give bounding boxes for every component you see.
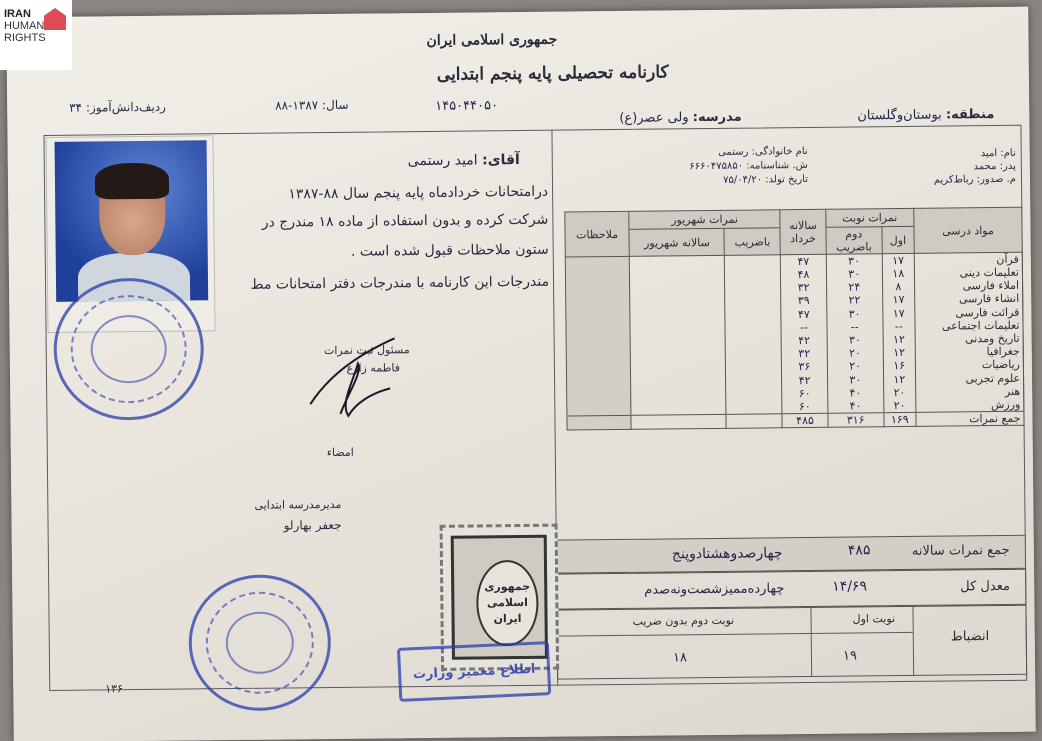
- subject-cell: تعلیمات اجتماعی: [915, 318, 1023, 332]
- shahrivar-coef-cell: [725, 321, 781, 335]
- col-turn: نمرات نوبت: [826, 208, 914, 227]
- second-cell: ۲۲: [826, 294, 882, 308]
- school-name: مدرسه: ولی عصر(ع): [619, 109, 742, 126]
- annual-cell: ۴۷: [781, 307, 827, 321]
- notes-cell: [566, 309, 630, 323]
- sum-first: ۱۶۹: [884, 412, 917, 426]
- annual-cell: ۳۲: [781, 281, 827, 295]
- average-words: چهارده‌ممیزشصت‌ونه‌صدم: [644, 581, 785, 598]
- average-num: ۱۴/۶۹: [832, 578, 868, 595]
- annual-total-label: جمع نمرات سالانه: [911, 542, 1010, 559]
- disc-first-value: ۱۹: [842, 648, 858, 664]
- col-shahrivar-annual: سالانه شهریور: [629, 228, 724, 256]
- notes-cell: [566, 323, 630, 337]
- disc-second-label: نوبت دوم بدون ضریب: [632, 613, 735, 628]
- shahrivar-coef-cell: [725, 268, 781, 282]
- subject-cell: قرائت فارسی: [915, 305, 1023, 319]
- notes-cell: [566, 349, 630, 363]
- notes-cell: [566, 336, 630, 350]
- shahrivar-annual-cell: [630, 348, 725, 362]
- statement-line-2: شرکت کرده و بدون استفاده از ماده ۱۸ مندرج در: [261, 211, 549, 231]
- shahrivar-annual-cell: [630, 295, 725, 309]
- page-number: ۱۳۶: [105, 682, 124, 696]
- report-card-paper: [6, 7, 1036, 741]
- shahrivar-annual-cell: [631, 374, 726, 388]
- notes-cell: [567, 402, 631, 416]
- annual-cell: ۳۶: [782, 360, 828, 374]
- first-cell: --: [883, 320, 915, 334]
- second-cell: ۴۰: [827, 386, 883, 400]
- second-cell: ۲۰: [827, 346, 883, 360]
- shahrivar-annual-cell: [630, 335, 725, 349]
- second-cell: ۳۰: [826, 254, 882, 268]
- official-title: مسئول ثبت نمرات: [323, 343, 410, 358]
- subject-cell: تعلیمات دینی: [914, 266, 1022, 280]
- subject-cell: تاریخ ومدنی: [915, 332, 1023, 346]
- notes-cell: [566, 283, 630, 297]
- col-first: اول: [882, 226, 915, 253]
- shahrivar-annual-cell: [629, 255, 724, 269]
- academic-year: سال: ۱۳۸۷-۸۸: [275, 97, 349, 113]
- statement-line-4: مندرجات این کارنامه با مندرجات دفتر امتحانات مط: [250, 273, 550, 293]
- second-cell: ۳۰: [827, 307, 883, 321]
- shahrivar-annual-cell: [631, 401, 726, 415]
- second-cell: ۳۰: [826, 267, 882, 281]
- sum-label: جمع نمرات: [916, 411, 1024, 426]
- shahrivar-coef-cell: [726, 347, 782, 361]
- second-cell: --: [827, 320, 883, 334]
- shahrivar-annual-cell: [630, 322, 725, 336]
- first-cell: ۱۶: [883, 359, 915, 373]
- shahrivar-annual-cell: [630, 308, 725, 322]
- second-cell: ۲۴: [826, 280, 882, 294]
- col-annual: سالانه خرداد: [780, 209, 826, 254]
- shahrivar-coef-cell: [726, 400, 782, 414]
- disc-first-label: نوبت اول: [852, 612, 896, 626]
- shahrivar-annual-cell: [631, 361, 726, 375]
- annual-cell: ۳۲: [781, 347, 827, 361]
- subject-cell: جغرافیا: [915, 345, 1023, 359]
- col-subject: مواد درسی: [914, 207, 1022, 253]
- annual-cell: --: [781, 321, 827, 335]
- student-name-line: آقای: امید رستمی: [407, 152, 520, 170]
- subject-cell: املاء فارسی: [915, 279, 1023, 293]
- first-cell: ۲۰: [883, 399, 915, 413]
- col-notes: ملاحظات: [565, 211, 630, 257]
- second-cell: ۲۰: [827, 360, 883, 374]
- shahrivar-coef-cell: [725, 255, 781, 269]
- school-code: ۱۴۵۰۴۴۰۵۰: [435, 98, 499, 114]
- sum-second: ۳۱۶: [828, 413, 884, 428]
- second-cell: ۴۰: [828, 399, 884, 413]
- notes-cell: [567, 389, 631, 403]
- subject-cell: هنر: [916, 384, 1024, 398]
- notes-cell: [565, 256, 629, 270]
- subject-cell: انشاء فارسی: [915, 292, 1023, 306]
- region: منطقه: بوستان‌وگلستان: [857, 107, 995, 124]
- annual-cell: ۴۸: [781, 268, 827, 282]
- first-cell: ۲۰: [883, 386, 915, 400]
- notes-cell: [566, 362, 630, 376]
- principal-title: مدیرمدرسه ابتدایی: [254, 497, 342, 512]
- annual-cell: ۴۷: [780, 254, 826, 268]
- second-cell: ۳۰: [827, 373, 883, 387]
- shahrivar-coef-cell: [726, 361, 782, 375]
- annual-cell: ۳۹: [781, 294, 827, 308]
- shahrivar-coef-cell: [725, 295, 781, 309]
- statement-line-3: ستون ملاحظات قبول شده است .: [350, 241, 549, 260]
- annual-total-words: چهارصدوهشتادوپنج: [671, 545, 783, 563]
- student-info-right: نام: امید پدر: محمد م. صدور: رباط‌کریم: [933, 147, 1017, 186]
- iran-human-rights-logo: IRAN HUMAN RIGHTS: [0, 0, 72, 70]
- first-cell: ۱۲: [883, 372, 915, 386]
- shahrivar-coef-cell: [726, 374, 782, 388]
- shahrivar-annual-cell: [630, 282, 725, 296]
- school-seal-lower: [188, 574, 331, 711]
- average-box: [556, 569, 1026, 610]
- first-cell: ۱۲: [883, 333, 915, 347]
- official-signature: [300, 333, 421, 424]
- principal-name: جعفر بهارلو: [283, 517, 342, 533]
- student-info-left: نام خانوادگی: رستمی ش. شناسنامه: ۶۶۶۰۴۷۵۸۵۰ تاریخ تولد: ۷۵/۰۴/۲۰: [689, 145, 809, 186]
- shahrivar-annual-cell: [630, 269, 725, 283]
- notes-cell: [565, 270, 629, 284]
- col-shahrivar-coef: باضریب: [724, 228, 780, 256]
- average-label: معدل کل: [960, 578, 1010, 595]
- second-cell: ۳۰: [827, 333, 883, 347]
- col-second: دوم باضریب: [826, 227, 882, 255]
- first-cell: ۱۷: [882, 306, 914, 320]
- document-title: کارنامه تحصیلی پایه پنجم ابتدایی: [436, 62, 669, 85]
- sign-label: امضاء: [326, 445, 354, 460]
- country-title: جمهوری اسلامی ایران: [426, 31, 558, 49]
- student-row-number: ردیف‌دانش‌آموز: ۳۴: [69, 99, 166, 115]
- subject-cell: ورزش: [916, 398, 1024, 413]
- first-cell: ۱۸: [882, 267, 914, 281]
- rect-stamp: اطلاع معمیر وزارت: [397, 641, 551, 702]
- discipline-label: انضباط: [950, 629, 990, 645]
- annual-cell: ۶۰: [782, 386, 828, 400]
- annual-cell: ۶۰: [782, 400, 828, 414]
- notes-cell: [566, 296, 630, 310]
- revenue-stamp-text: جمهوری اسلامی ایران: [476, 560, 539, 647]
- first-cell: ۱۷: [882, 293, 914, 307]
- first-cell: ۱۲: [883, 346, 915, 360]
- shahrivar-annual-cell: [631, 388, 726, 402]
- notes-cell: [567, 375, 631, 389]
- subject-cell: ریاضیات: [915, 358, 1023, 372]
- shahrivar-coef-cell: [725, 334, 781, 348]
- disc-second-value: ۱۸: [672, 650, 688, 666]
- shahrivar-coef-cell: [725, 308, 781, 322]
- sum-annual: ۴۸۵: [782, 413, 828, 427]
- col-shahrivar: نمرات شهریور: [629, 210, 780, 230]
- first-cell: ۱۷: [882, 253, 914, 267]
- statement-line-1: درامتحانات خردادماه پایه پنجم سال ۸۸-۱۳۸۷: [288, 183, 549, 203]
- first-cell: ۸: [882, 280, 914, 294]
- grades-table: [564, 207, 1024, 431]
- subject-cell: قرآن: [914, 252, 1022, 267]
- shahrivar-coef-cell: [725, 281, 781, 295]
- annual-cell: ۴۲: [782, 373, 828, 387]
- annual-cell: ۴۲: [781, 334, 827, 348]
- shahrivar-coef-cell: [726, 387, 782, 401]
- subject-cell: علوم تجربی: [915, 371, 1023, 385]
- annual-total-num: ۴۸۵: [847, 542, 871, 559]
- official-name: فاطمه زارع: [346, 361, 400, 375]
